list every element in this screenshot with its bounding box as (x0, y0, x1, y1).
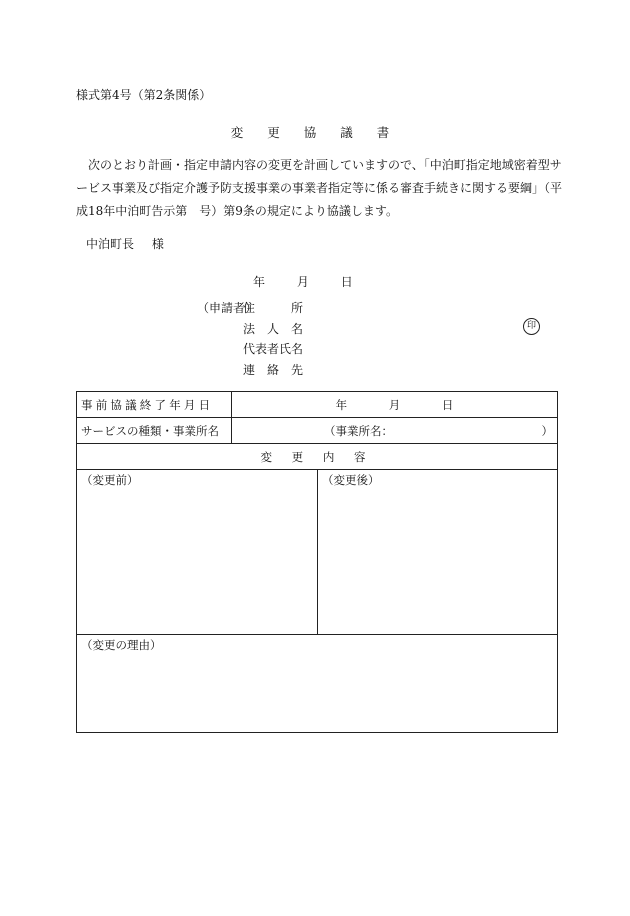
applicant-row-corp (197, 319, 303, 340)
body-line: 成18年中泊町告示第 号）第9条の規定により協議します。 (76, 204, 398, 218)
applicant-contact-label: 連 絡 先 (243, 362, 304, 377)
applicant-row-rep (197, 339, 303, 360)
addressee (86, 235, 164, 252)
facility-name-close: ） (541, 423, 553, 438)
service-label: サービスの種類・事業所名 (77, 418, 232, 444)
addressee-honorific: 様 (151, 237, 164, 251)
date-month-label: 月 (296, 275, 309, 289)
applicant-row-contact (197, 360, 303, 381)
date-line (253, 273, 353, 290)
facility-name-open: （事業所名： (324, 423, 393, 438)
end-date-value[interactable] (232, 392, 558, 418)
form-number: 様式第4号（第2条関係） (76, 88, 212, 102)
change-form-table (76, 391, 558, 733)
end-date-year: 年 (335, 397, 348, 412)
applicant-rep-name-label: 代表者氏名 (243, 342, 304, 356)
body-line: ービス事業及び指定介護予防支援事業の事業者指定等に係る審査手続きに関する要綱」（平 (76, 181, 563, 195)
applicant-corp-name-label: 法 人 名 (243, 321, 304, 336)
end-date-day: 日 (441, 397, 454, 412)
change-body-row (77, 470, 558, 635)
body-line: 次のとおり計画・指定申請内容の変更を計画していますので、「中泊町指定地域密着型サ (76, 158, 562, 172)
date-year-label: 年 (253, 275, 266, 289)
after-change-label: （変更後） (322, 473, 380, 487)
applicant-block (197, 298, 303, 380)
service-value[interactable] (232, 418, 558, 444)
end-date-month: 月 (388, 397, 401, 412)
change-content-header: 変 更 内 容 (77, 444, 558, 470)
addressee-name: 中泊町長 (86, 237, 135, 251)
reason-cell[interactable] (77, 635, 558, 733)
applicant-address-label: 住 所 (243, 301, 304, 315)
document-title: 変 更 協 議 書 (230, 125, 400, 140)
change-header-row (77, 444, 558, 470)
body-text (76, 154, 563, 223)
applicant-row-address (197, 298, 303, 319)
before-change-label: （変更前） (81, 473, 139, 487)
end-date-row (77, 392, 558, 418)
after-change-cell[interactable] (318, 470, 558, 635)
reason-label: （変更の理由） (81, 638, 162, 652)
applicant-role: （申請者） (197, 301, 258, 315)
seal-icon: 印 (523, 318, 540, 335)
service-row (77, 418, 558, 444)
before-change-cell[interactable] (77, 470, 318, 635)
end-date-label: 事前協議終了年月日 (77, 392, 232, 418)
reason-row (77, 635, 558, 733)
date-day-label: 日 (340, 275, 353, 289)
